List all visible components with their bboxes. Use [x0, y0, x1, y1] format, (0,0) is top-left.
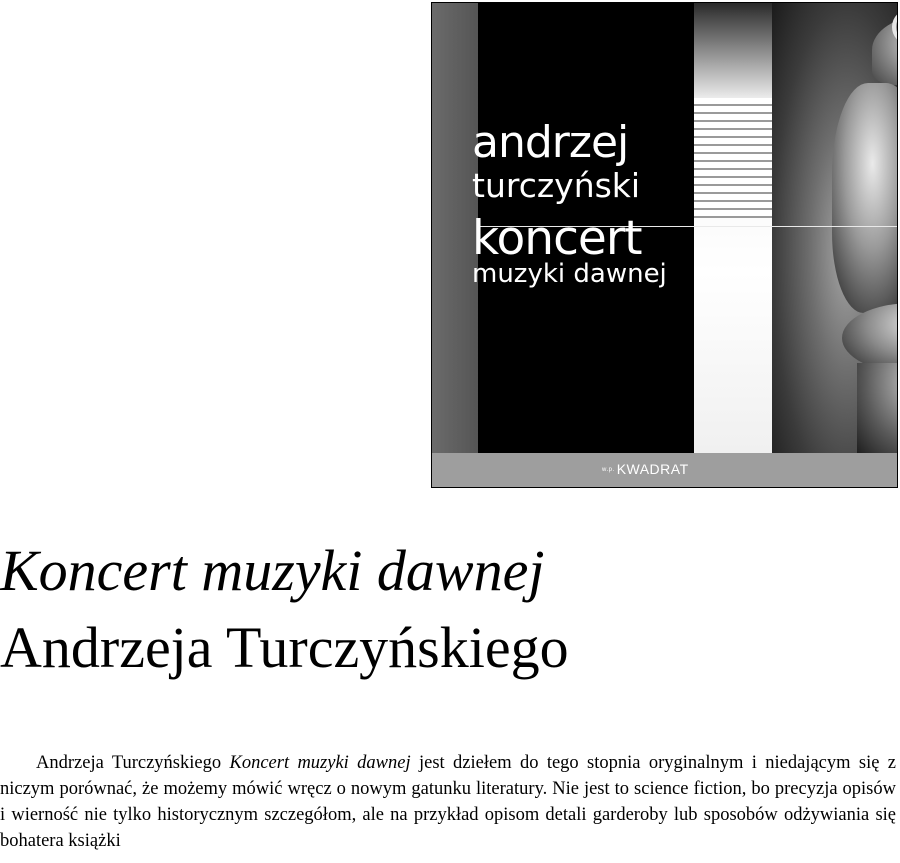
cover-book-title: koncert — [472, 211, 642, 266]
article-headline — [0, 535, 900, 685]
book-cover — [431, 2, 898, 488]
body-paragraph: Andrzeja Turczyńskiego Koncert muzyki dawnej jest dziełem do tego stopnia oryginalnym i niedającym się z niczym porównać, że możemy mówić wręcz o nowym gatunku literatury. Nie jest to science fiction, bo precyzja opisów i wierność nie tylko historycznym szczegółom, ale na przykład opisom detali garderoby lub sposobów odżywiania się bohatera książki — [0, 753, 896, 851]
headline-author: Andrzeja Turczyńskiego — [0, 615, 569, 680]
cover-photo-steps — [694, 98, 774, 218]
cover-book-subtitle: muzyki dawnej — [472, 259, 667, 289]
cover-photo — [694, 3, 897, 453]
headline-book-title: Koncert muzyki dawnej — [0, 538, 545, 603]
article-body — [0, 750, 896, 854]
cover-photo-statue — [772, 3, 897, 453]
cover-author-last: turczyński — [472, 166, 641, 205]
cover-author-first: andrzej — [472, 117, 629, 168]
statue-pedestal — [857, 363, 898, 453]
cover-title — [472, 117, 667, 289]
statue-cherub — [832, 83, 898, 313]
cover-photo-light — [694, 3, 774, 453]
body-book-title: Koncert muzyki dawnej — [229, 753, 411, 773]
publisher-logo: w.p. KWADRAT — [602, 461, 689, 477]
